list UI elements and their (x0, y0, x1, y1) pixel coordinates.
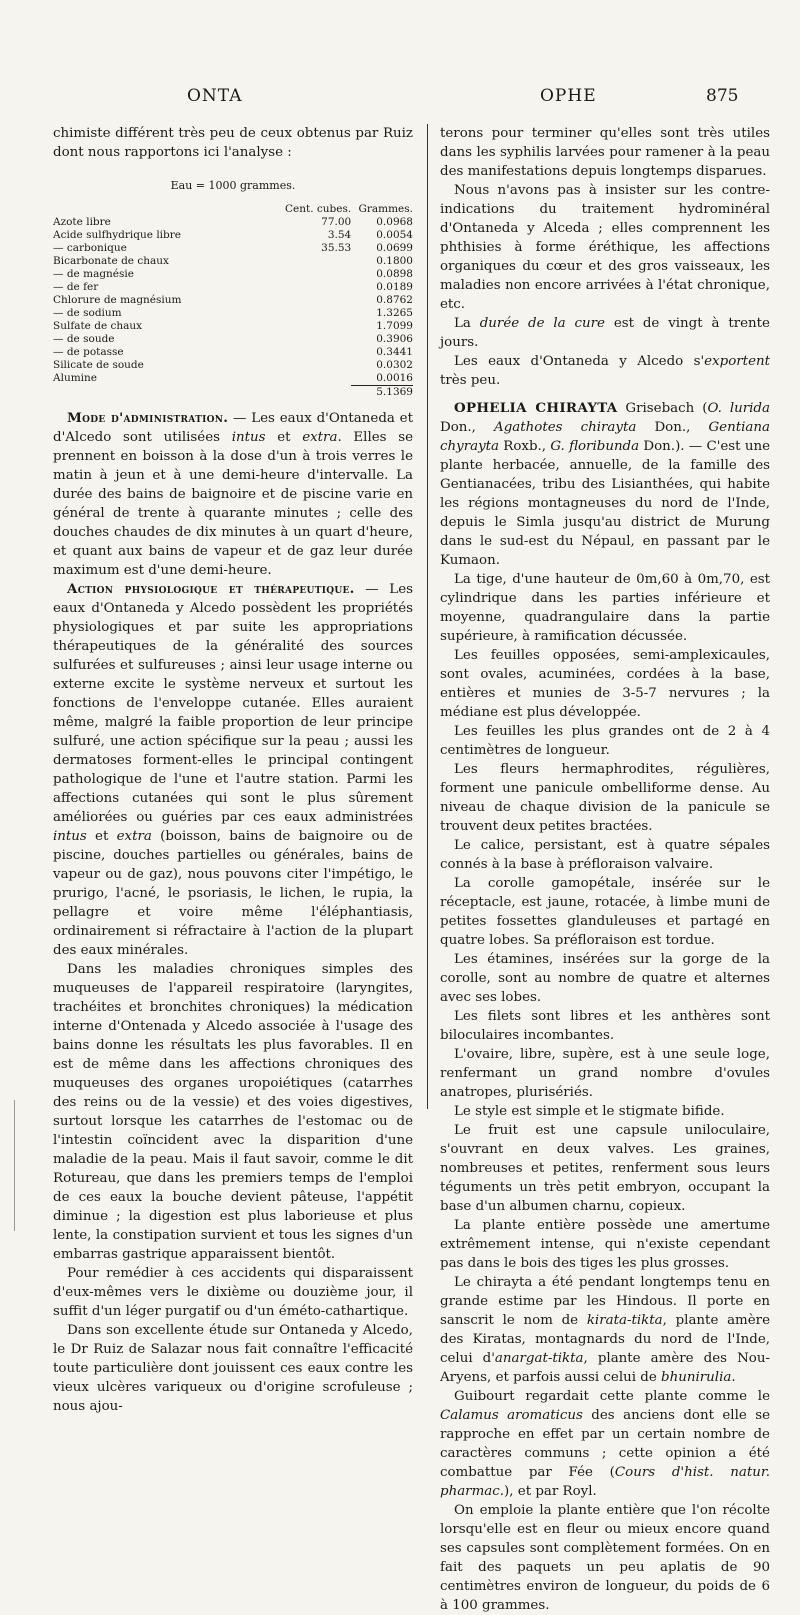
text-span: — Les eaux d'Ontaneda y Alcedo possèdent les propriétés physiologiques et par suite les appropriations thérapeutiques de la généralité des sources sulfurées et sulfureuses ; ainsi leur usage interne ou externe excite le système nerveux et surtout les fonctions de l'enveloppe cutanée. Elles auraient même, malgré la faible proportion de leur principe sulfuré, une action spécifique sur la peau ; aussi les dermatoses forment-elles le principal contingent pathologique de l'une et l'autre station. Parmi les affections cutanées qui sont le plus sûrement améliorées ou guéries par ces eaux administrées (53, 582, 413, 825)
paragraph-maladies-chroniques: Dans les maladies chroniques simples des muqueuses de l'appareil respiratoire (laryngites, trachéites et bronchites chroniques) la médication interne d'Ontenada y Alcedo associée à l'usage des bains donne les résultats les plus favorables. Il en est de même dans les affections chroniques des muqueuses des organes uropoiétiques (catarrhes des reins ou de la vessie) et des voies digestives, surtout lorsque les catarrhes de l'estomac ou de l'intestin coïncident avec la disparition d'une maladie de la peau. Mais il faut savoir, comme le dit Rotureau, que dans les premiers temps de l'emploi de ces eaux la bouche devient pâteuse, l'appétit diminue ; la digestion est plus laborieuse et plus lente, la constipation survient et tous les signes d'un embarras gastrique apparaissent bientôt. (53, 962, 413, 1262)
table-row (53, 216, 413, 229)
italic-span: G. floribunda (550, 439, 640, 454)
right-column (440, 124, 770, 1615)
italic-span: anargat-tikta (494, 1351, 584, 1366)
text-span: — Les eaux d'Ontaneda et d'Alcedo sont utilisées (53, 411, 413, 445)
paragraph-style: Le style est simple et le stigmate bifide. (454, 1104, 725, 1119)
cell-g: 1.7099 (376, 320, 413, 332)
italic-span: exportent (704, 354, 770, 369)
analysis-table (53, 203, 413, 399)
paragraph-corolle: La corolle gamopétale, insérée sur le réceptacle, est jaune, rotacée, à limbe muni de petites fossettes glanduleuses et partagé en quatre lobes. Sa préfloraison est tordue. (440, 876, 770, 948)
text-span: ), et par Royl. (504, 1484, 597, 1499)
paragraph-filets: Les filets sont libres et les anthères sont biloculaires incombantes. (440, 1009, 770, 1043)
table-row (53, 346, 413, 359)
cell-cc: 35.53 (321, 242, 352, 254)
running-header (0, 86, 800, 110)
table-row (53, 359, 413, 372)
col-header-g: Grammes. (358, 203, 413, 215)
table-row (53, 255, 413, 268)
text-span: Guibourt regardait cette plante comme le (454, 1389, 770, 1404)
cell-cc (276, 359, 351, 372)
text-span: . (731, 1370, 736, 1385)
cell-g: 0.1800 (376, 255, 413, 267)
cell-cc (276, 320, 351, 333)
italic-span: O. lurida (707, 401, 770, 416)
cell-g: 0.3906 (376, 333, 413, 345)
italic-span: extra (116, 829, 152, 844)
cell-name: Silicate de soude (53, 359, 144, 371)
cell-cc (276, 268, 351, 281)
left-column (53, 124, 413, 1416)
cell-name: — de soude (53, 333, 115, 345)
text-span: , plante amère des Nou-Aryens, et parfois aussi celui de (440, 1351, 770, 1385)
text-span: Le chirayta a été pendant longtemps tenu en grande estime par les Hindous. Il porte en sanscrit le nom de (440, 1275, 770, 1328)
cell-g: 0.0016 (376, 372, 413, 384)
italic-span: Agathotes chirayta (494, 420, 637, 435)
paragraph-fruit: Le fruit est une capsule uniloculaire, s'ouvrant en deux valves. Les graines, nombreuses et petites, renferment sous leurs téguments un très petit embryon, occupant la base d'un albumen charnu, copieux. (440, 1123, 770, 1214)
italic-span: Calamus aromaticus (440, 1408, 583, 1423)
paragraph-action-physiologique (53, 580, 413, 960)
text-span: (boisson, bains de baignoire ou de piscine, douches partielles ou générales, bains de vapeur ou de gaz), nous pouvons citer l'impétigo, le prurigo, l'acné, le psoriasis, le lichen, le rupia, la pellagre et voire même l'éléphantiasis, ordinairement si réfractaire à l'action de la plupart des eaux minérales. (53, 829, 413, 958)
cell-name: — de magnésie (53, 268, 134, 280)
cell-g: 0.0699 (376, 242, 413, 254)
table-row (53, 307, 413, 320)
table-row (53, 294, 413, 307)
italic-span: Gentiana chyrayta (440, 420, 770, 454)
cell-name: Azote libre (53, 216, 111, 228)
paragraph-recolte: On emploie la plante entière que l'on récolte lorsqu'elle est en fleur ou mieux encore quand ses capsules sont complètement formées. On en fait des paquets un peu aplatis de 90 centimètres environ de longueur, du poids de 6 à 100 grammes. (440, 1503, 770, 1613)
table-row (53, 372, 413, 386)
cell-name: — carbonique (53, 242, 127, 254)
cell-name: Sulfate de chaux (53, 320, 143, 332)
paragraph-guibourt (440, 1387, 770, 1501)
cell-name: Chlorure de magnésium (53, 294, 182, 306)
paragraph-feuilles: Les feuilles opposées, semi-amplexicaules, sont ovales, acuminées, cordées à la base, entières et munies de 3-5-7 nervures ; la médiane est plus développée. (440, 648, 770, 720)
cell-cc (276, 372, 351, 386)
italic-span: durée de la cure (479, 316, 605, 331)
italic-span: intus (53, 829, 87, 844)
table-header-row (53, 203, 413, 216)
cell-cc (276, 346, 351, 359)
table-row (53, 268, 413, 281)
text-span: Don.). — C'est une plante herbacée, annuelle, de la famille des Gentianacées, tribu des Lisianthées, qui habite les régions montagneuses du nord de l'Inde, depuis le Simla jusqu'au district de Murung dans le sud-est du Népaul, en passant par le Kumaon. (440, 439, 770, 568)
paragraph-fleurs: Les fleurs hermaphrodites, régulières, forment une panicule ombelliforme dense. Au niveau de chaque division de la panicule se trouvent deux petites bractées. (440, 762, 770, 834)
text-span: , plante amère des Kiratas, montagnards du nord de l'Inde, celui d' (440, 1313, 770, 1366)
column-divider (427, 124, 428, 1109)
text-span: est de vingt à trente jours. (440, 316, 770, 350)
paragraph-tige: La tige, d'une hauteur de 0m,60 à 0m,70, est cylindrique dans les parties inférieure et moyenne, quadrangulaire dans la partie supérieure, à ramification décussée. (440, 572, 770, 644)
cell-g: 0.0898 (376, 268, 413, 280)
header-left-word: ONTA (187, 86, 243, 106)
eau-caption: Eau = 1000 grammes. (170, 179, 296, 192)
table-row (53, 320, 413, 333)
page-number: 875 (706, 86, 739, 106)
cell-cc: 3.54 (327, 229, 352, 241)
col-header-cc: Cent. cubes. (284, 203, 352, 215)
cell-g: 0.8762 (376, 294, 413, 306)
runin-heading: Action physiologique et thérapeutique. (67, 581, 355, 597)
cell-name: — de sodium (53, 307, 122, 319)
text-span: très peu. (440, 373, 501, 388)
cell-cc (276, 294, 351, 307)
italic-span: extra (302, 430, 338, 445)
paragraph-ophelia-chirayta (440, 399, 770, 570)
text-span: et (86, 829, 117, 844)
italic-span: intus (231, 430, 266, 445)
cell-name: Alumine (53, 372, 97, 384)
cell-name: — de fer (53, 281, 99, 293)
cell-g: 0.3441 (376, 346, 413, 358)
paragraph-hindous (440, 1273, 770, 1387)
entry-heading: OPHELIA CHIRAYTA (454, 400, 618, 416)
paragraph-ruiz-salazar: Dans son excellente étude sur Ontaneda y Alcedo, le Dr Ruiz de Salazar nous fait connaître l'efficacité toute particulière dont jouissent ces eaux contre les vieux ulcères variqueux ou d'origine scrofuleuse ; nous ajou- (53, 1323, 413, 1414)
text-span: Roxb., (499, 439, 551, 454)
header-right-word: OPHE (540, 86, 597, 106)
cell-name: Bicarbonate de chaux (53, 255, 169, 267)
text-span: . Elles se prennent en boisson à la dose d'un à trois verres le matin à jeun et à une demi-heure d'intervalle. La durée des bains de baignoire et de piscine varie en général de trente à quarante minutes ; celle des douches chaudes de dix minutes à un quart d'heure, et quant aux bains de vapeur et de gaz leur durée maximum est d'une demi-heure. (53, 430, 414, 578)
paragraph-contre-indications: Nous n'avons pas à insister sur les contre-indications du traitement hydrominéral d'Ontaneda y Alceda ; elles comprennent les phthisies à forme éréthique, les affections organiques du cœur et des gros vaisseaux, les maladies non encore arrivées à l'état chronique, etc. (440, 183, 770, 312)
cell-g: 0.0054 (376, 229, 413, 241)
text-span: Grisebach ( (617, 401, 708, 416)
paragraph-remedier: Pour remédier à ces accidents qui disparaissent d'eux-mêmes vers le dixième ou douzième jour, il suffit d'un léger purgatif ou d'un éméto-cathartique. (53, 1266, 413, 1319)
italic-span: kirata-tikta (586, 1313, 663, 1328)
paragraph-calice: Le calice, persistant, est à quatre sépales connés à la base à préfloraison valvaire. (440, 838, 770, 872)
paragraph-ovaire: L'ovaire, libre, supère, est à une seule loge, renfermant un grand nombre d'ovules anatropes, plurisériés. (440, 1047, 770, 1100)
text-span: La (454, 316, 480, 331)
table-row (53, 333, 413, 346)
cell-cc (276, 333, 351, 346)
cell-name: Acide sulfhydrique libre (53, 229, 181, 241)
paragraph-mode-administration (53, 409, 413, 580)
text-span: et (265, 430, 303, 445)
text-span: Don., (440, 420, 495, 435)
paragraph-etamines: Les étamines, insérées sur la gorge de la corolle, sont au nombre de quatre et alternes avec ses lobes. (440, 952, 770, 1005)
paragraph-feuilles-longueur: Les feuilles les plus grandes ont de 2 à 4 centimètres de longueur. (440, 724, 770, 758)
cell-name: — de potasse (53, 346, 124, 358)
cell-g: 0.0302 (376, 359, 413, 371)
total-row (53, 386, 413, 400)
runin-heading: Mode d'administration. (67, 410, 229, 426)
italic-span: bhunirulia (661, 1370, 732, 1385)
paragraph-amertume: La plante entière possède une amertume extrêmement intense, qui n'existe cependant pas dans le bois des tiges les plus grosses. (440, 1218, 770, 1271)
table-row (53, 229, 413, 242)
margin-line (14, 1100, 15, 1231)
cell-cc (276, 307, 351, 320)
cell-g: 0.0968 (376, 216, 413, 228)
paragraph-duree-cure (440, 314, 770, 352)
table-row (53, 281, 413, 294)
paragraph-exportent (440, 352, 770, 390)
text-span: Les eaux d'Ontaneda y Alcedo s' (454, 354, 705, 369)
total-value: 5.1369 (351, 386, 413, 400)
text-span: des anciens dont elle se rapproche en effet par un certain nombre de caractères communs ; cette opinion a été combattue par Fée ( (440, 1408, 770, 1480)
intro-paragraph: chimiste différent très peu de ceux obtenus par Ruiz dont nous rapportons ici l'analyse : (53, 126, 413, 160)
cell-cc (276, 281, 351, 294)
cell-g: 1.3265 (376, 307, 413, 319)
italic-span: Cours d'hist. natur. pharmac. (440, 1465, 771, 1499)
cell-g: 0.0189 (376, 281, 413, 293)
cell-cc: 77.00 (321, 216, 352, 228)
table-row (53, 242, 413, 255)
paragraph-continuation: terons pour terminer qu'elles sont très utiles dans les syphilis larvées pour ramener à la peau des manifestations depuis longtemps disparues. (440, 126, 770, 179)
cell-cc (276, 255, 351, 268)
text-span: Don., (636, 420, 709, 435)
